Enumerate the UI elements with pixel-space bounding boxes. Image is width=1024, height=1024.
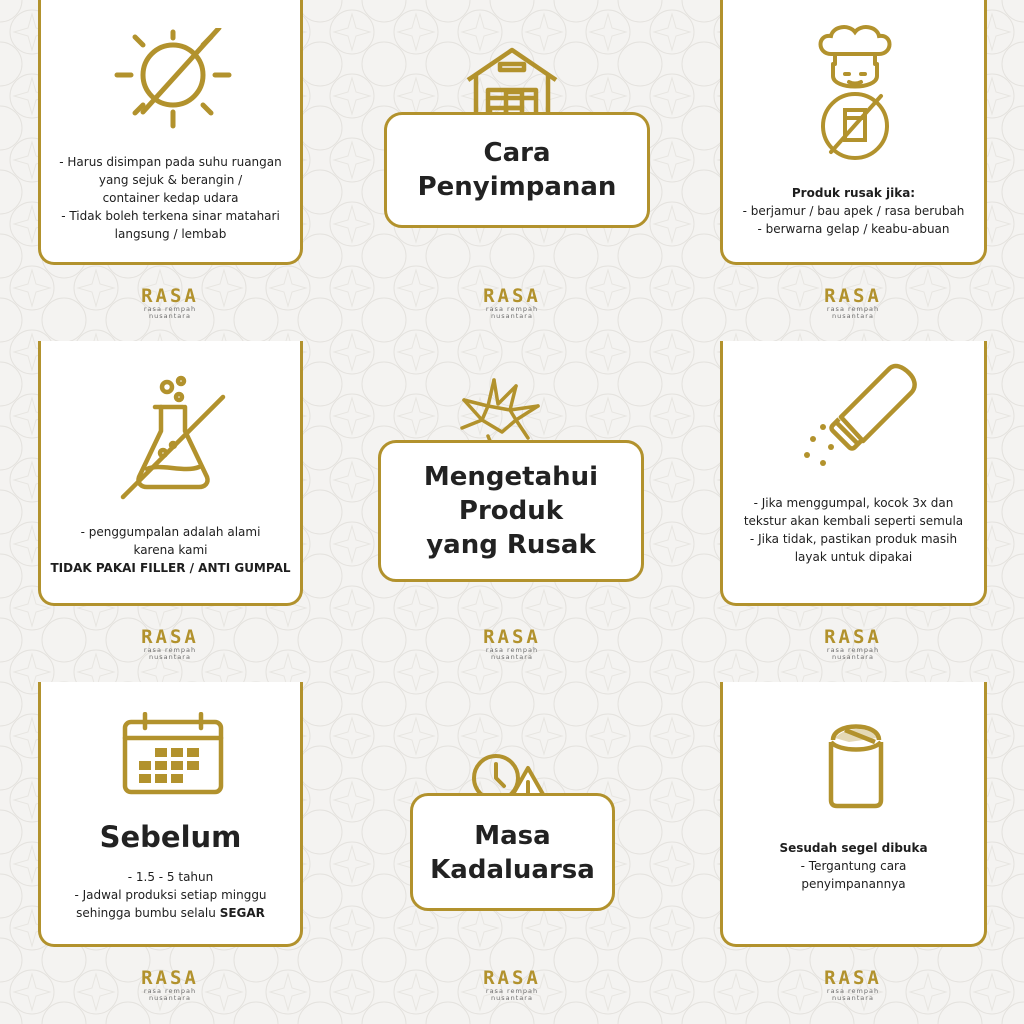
label-damaged [378,440,644,582]
label-storage-title [387,136,647,204]
shake-line: tekstur akan kembali seperti semula [743,514,964,528]
logo-word: RASA [483,967,541,989]
flask-crossed-icon [119,373,229,501]
shaker-icon [793,363,923,473]
label-expiry-title [413,819,612,887]
shake-text [723,494,984,566]
card-after-opening [720,682,987,947]
label-line: Masa [474,821,551,851]
card-damaged-signs [720,0,987,265]
logo-word: RASA [824,967,882,989]
brand-logo [793,627,913,661]
storage-line: - Harus disimpan pada suhu ruangan [59,155,282,169]
label-line: Kadaluarsa [430,855,595,885]
brand-logo [452,286,572,320]
logo-word: RASA [824,626,882,648]
card-clumping [38,341,303,606]
label-line: Penyimpanan [417,172,617,202]
before-line-last [41,904,300,922]
logo-sub: rasa rempah [143,305,197,313]
shake-line: - Jika menggumpal, kocok 3x dan [753,496,954,510]
logo-sub: rasa rempah [826,646,880,654]
logo-word: RASA [483,285,541,307]
before-line: - 1.5 - 5 tahun [127,870,214,884]
brand-logo [793,968,913,1002]
logo-sub: nusantara [491,653,533,661]
logo-sub: rasa rempah [143,987,197,995]
brand-logo [793,286,913,320]
shake-line: - Jika tidak, pastikan produk masih [749,532,958,546]
label-line: Produk [458,496,564,526]
logo-sub: nusantara [491,312,533,320]
logo-sub: rasa rempah [485,646,539,654]
card-storage-tips [38,0,303,265]
storage-line: langsung / lembab [114,227,227,241]
logo-sub: rasa rempah [485,305,539,313]
label-line: Cara [483,138,551,168]
clumping-bold-line: TIDAK PAKAI FILLER / ANTI GUMPAL [50,561,291,575]
logo-sub: nusantara [149,653,191,661]
before-line-prefix: sehingga bumbu selalu [76,906,220,920]
storage-line: yang sejuk & berangin / [98,173,243,187]
storage-text [41,153,300,243]
brand-logo [110,286,230,320]
label-line: Mengetahui [423,462,599,492]
logo-word: RASA [141,285,199,307]
logo-sub: rasa rempah [143,646,197,654]
label-line: yang Rusak [426,530,596,560]
card-before-opening [38,682,303,947]
brand-logo [452,968,572,1002]
brand-logo [110,968,230,1002]
logo-word: RASA [141,967,199,989]
damaged-heading: Produk rusak jika: [791,186,916,200]
logo-sub: rasa rempah [826,305,880,313]
before-line: - Jadwal produksi setiap minggu [74,888,267,902]
storage-line: container kedap udara [102,191,239,205]
after-line: penyimpanannya [801,877,906,891]
damaged-text [723,184,984,238]
after-text [723,839,984,893]
storage-line: - Tidak boleh terkena sinar matahari [61,209,280,223]
logo-sub: nusantara [149,994,191,1002]
logo-sub: rasa rempah [485,987,539,995]
logo-sub: nusantara [832,653,874,661]
damaged-line: - berwarna gelap / keabu-abuan [757,222,950,236]
logo-word: RASA [824,285,882,307]
sun-crossed-icon [113,28,233,138]
clumping-line: - penggumpalan adalah alami [80,525,261,539]
calendar-icon [121,712,225,796]
clumping-text [41,523,300,577]
before-title: Sebelum [99,820,242,854]
after-heading: Sesudah segel dibuka [779,841,928,855]
shake-line: layak untuk dipakai [794,550,913,564]
logo-sub: rasa rempah [826,987,880,995]
logo-sub: nusantara [149,312,191,320]
label-damaged-title [381,460,641,562]
logo-sub: nusantara [491,994,533,1002]
logo-sub: nusantara [832,994,874,1002]
damaged-line: - berjamur / bau apek / rasa berubah [742,204,965,218]
before-text [41,868,300,922]
open-jar-icon [825,712,887,810]
brand-logo [452,627,572,661]
label-expiry [410,793,615,911]
after-line: - Tergantung cara [800,859,907,873]
logo-word: RASA [483,626,541,648]
clumping-line: karena kami [133,543,208,557]
brand-logo [110,627,230,661]
label-storage [384,112,650,228]
before-line-bold: SEGAR [219,906,265,920]
card-shake [720,341,987,606]
logo-sub: nusantara [832,312,874,320]
chef-no-drink-icon [809,24,901,160]
logo-word: RASA [141,626,199,648]
